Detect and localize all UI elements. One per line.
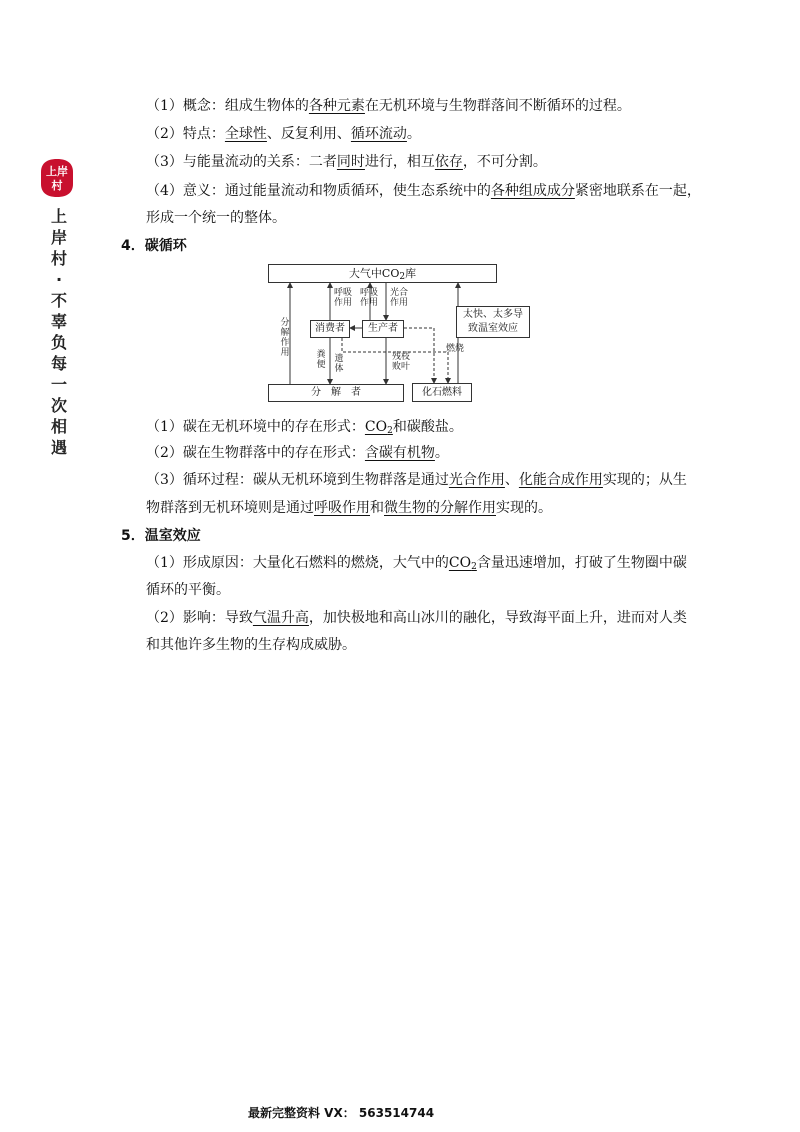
text: 实现的；从生: [602, 472, 687, 488]
atmosphere-co2-box: [268, 264, 497, 283]
text: 实现的。: [496, 500, 552, 516]
key-term: 化能合成作用: [518, 472, 603, 488]
key-term: 各种组成成分: [490, 183, 575, 199]
side-slogan: [48, 206, 70, 458]
text: 进行，相互: [364, 154, 435, 170]
greenhouse-cause-line-1: [146, 553, 687, 573]
label-litter: 残枝败叶: [392, 352, 411, 372]
key-term: 光合作用: [448, 472, 505, 488]
key-term: 各种元素: [308, 98, 365, 114]
footer-contact: 最新完整资料 VX： 563514744: [248, 1106, 435, 1120]
slogan-char: 不: [50, 291, 67, 310]
text: （1）形成原因：大量化石燃料的燃烧，大气中的: [146, 555, 449, 571]
text: 2: [399, 272, 406, 282]
label-feces: 粪便: [316, 350, 326, 370]
section-heading-greenhouse: 5．温室效应: [121, 528, 201, 544]
key-term: 微生物的分解作用: [384, 500, 496, 516]
slogan-char: 一: [50, 375, 67, 394]
slogan-char: ·: [55, 270, 63, 289]
text: 、反复利用、: [266, 126, 351, 142]
text: 2: [471, 562, 477, 572]
label-respiration-1: 呼吸作用: [334, 288, 353, 308]
text: 、: [504, 472, 519, 488]
text: 和: [370, 500, 384, 516]
fossil-fuel-box: 化石燃料: [412, 383, 472, 402]
text: 2: [387, 426, 393, 436]
carbon-cycle-diagram: [262, 262, 523, 404]
key-term: 依存: [434, 154, 463, 170]
section-heading-carbon-cycle: 4．碳循环: [121, 238, 187, 254]
key-term: 同时: [336, 154, 365, 170]
label-photosynthesis: 光合作用: [390, 288, 409, 308]
text: 太快、太多导: [463, 309, 523, 320]
text: 和碳酸盐。: [392, 419, 463, 435]
slogan-char: 辜: [50, 312, 67, 331]
slogan-char: 村: [50, 249, 67, 268]
text: ，不可分割。: [462, 154, 547, 170]
key-term: 全球性: [224, 126, 267, 142]
text: 大气中CO: [348, 267, 400, 280]
relation-line: [146, 152, 547, 172]
slogan-char: 遇: [50, 438, 67, 457]
logo-seal: [40, 158, 74, 198]
greenhouse-warning-box: [456, 306, 530, 338]
carbon-form-organic: [146, 443, 449, 463]
text: （3）与能量流动的关系：二者: [146, 154, 337, 170]
features-line: [146, 124, 421, 144]
producer-box: 生产者: [362, 320, 404, 338]
greenhouse-cause-line-2: 循环的平衡。: [146, 582, 230, 598]
carbon-form-inorganic: [146, 417, 463, 437]
text: CO: [448, 555, 472, 571]
text: 致温室效应: [468, 323, 518, 334]
slogan-char: 负: [50, 333, 67, 352]
slogan-char: 每: [50, 354, 67, 373]
text: （2）碳在生物群落中的存在形式：: [146, 445, 365, 461]
text: 。: [406, 126, 421, 142]
carbon-process-line-2: [146, 498, 552, 518]
key-term: [365, 419, 393, 435]
slogan-char: 岸: [50, 228, 67, 247]
text: （4）意义：通过能量流动和物质循环，使生态系统中的: [146, 183, 491, 199]
carbon-process-line-1: [146, 470, 687, 490]
label-decomposition: 分解作用: [280, 318, 290, 358]
meaning-line-2: 形成一个统一的整体。: [146, 210, 286, 226]
key-term: [449, 555, 477, 571]
text: 。: [434, 445, 449, 461]
label-respiration-2: 呼吸作用: [360, 288, 379, 308]
text: 在无机环境与生物群落间不断循环的过程。: [364, 98, 631, 114]
text: （2）特点：: [146, 126, 225, 142]
text: 含量迅速增加，打破了生物圈中碳: [476, 555, 687, 571]
slogan-char: 次: [50, 396, 67, 415]
text: （2）影响：导致: [146, 610, 253, 626]
label-combustion: 燃烧: [446, 344, 465, 354]
text: （1）碳在无机环境中的存在形式：: [146, 419, 365, 435]
concept-line: [146, 96, 631, 116]
consumer-box: 消费者: [310, 320, 350, 338]
meaning-line: [146, 181, 701, 201]
greenhouse-effect-line-1: [146, 608, 687, 628]
key-term: 循环流动: [350, 126, 407, 142]
key-term: 含碳有机物: [364, 445, 435, 461]
greenhouse-effect-line-2: 和其他许多生物的生存构成威胁。: [146, 637, 356, 653]
key-term: 呼吸作用: [314, 500, 370, 516]
text: （3）循环过程：碳从无机环境到生物群落是通过: [146, 472, 449, 488]
decomposer-box: 分 解 者: [268, 384, 404, 402]
svg-text:村: 村: [51, 179, 63, 192]
slogan-char: 上: [50, 207, 67, 226]
key-term: 气温升高: [252, 610, 309, 626]
slogan-char: 相: [50, 417, 67, 436]
text: 库: [405, 267, 417, 280]
text: 紧密地联系在一起，: [574, 183, 701, 199]
label-remains: 遗体: [334, 354, 344, 374]
text: 物群落到无机环境则是通过: [146, 500, 314, 516]
text: CO: [364, 419, 388, 435]
svg-text:上岸: 上岸: [46, 165, 68, 178]
text: （1）概念：组成生物体的: [146, 98, 309, 114]
text: ，加快极地和高山冰川的融化，导致海平面上升，进而对人类: [308, 610, 687, 626]
